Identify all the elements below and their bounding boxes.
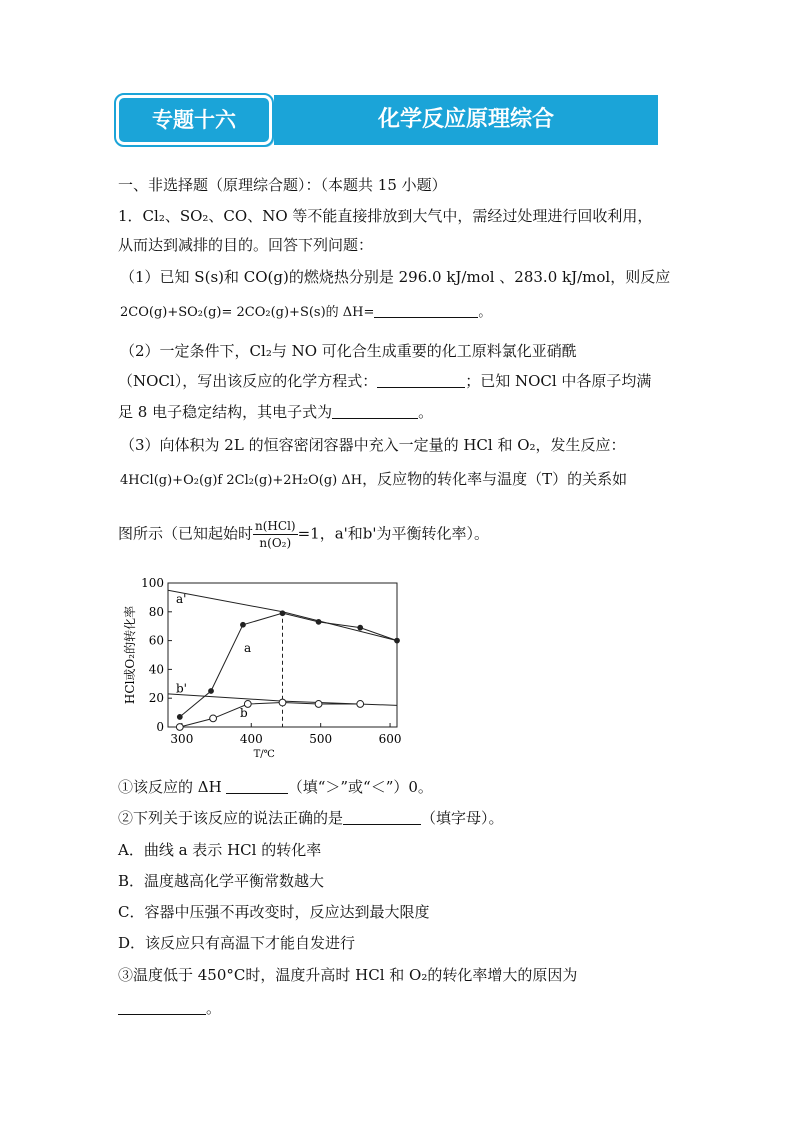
data-point bbox=[280, 611, 285, 616]
subquestion-3: ③温度低于 450°C时，温度升高时 HCl 和 O₂的转化率增大的原因为 bbox=[118, 966, 578, 984]
y-tick-label: 40 bbox=[148, 662, 164, 677]
ratio-fraction: $\frac{\text{n(HCl)}}{\text{n(O₂)}}$ bbox=[255, 519, 296, 550]
data-point bbox=[209, 689, 214, 694]
y-tick-label: 60 bbox=[148, 633, 164, 648]
answer-blank[interactable] bbox=[118, 1000, 206, 1015]
option-c: C．容器中压强不再改变时，反应达到最大限度 bbox=[118, 903, 430, 921]
question-intro-line1: 1．Cl₂、SO₂、CO、NO 等不能直接排放到大气中，需经过处理进行回收利用， bbox=[118, 207, 653, 225]
subquestion-1: ①该反应的 ΔH （填“＞”或“＜”）0。 bbox=[118, 778, 433, 796]
x-tick-label: 400 bbox=[239, 732, 263, 746]
subquestion-2: ②下列关于该反应的说法正确的是 （填字母）。 bbox=[118, 809, 504, 827]
y-axis-label: HCl或O₂的转化率 bbox=[123, 605, 137, 705]
y-tick-label: 80 bbox=[148, 604, 164, 619]
part2-line3: 足 8 电子稳定结构，其电子式为 。 bbox=[118, 403, 434, 421]
option-d: D．该反应只有高温下才能自发进行 bbox=[118, 934, 356, 952]
conversion-temperature-chart bbox=[118, 566, 414, 760]
data-point bbox=[177, 715, 182, 720]
answer-blank[interactable] bbox=[226, 779, 288, 794]
data-point bbox=[315, 701, 322, 708]
answer-blank[interactable] bbox=[332, 404, 418, 419]
series-label: a' bbox=[176, 592, 187, 607]
answer-blank[interactable] bbox=[377, 373, 465, 388]
y-tick-label: 20 bbox=[148, 691, 164, 706]
data-point bbox=[210, 715, 217, 722]
subquestion-3-answer: 。 bbox=[118, 996, 221, 1020]
answer-blank[interactable] bbox=[374, 303, 478, 318]
option-b: B．温度越高化学平衡常数越大 bbox=[118, 872, 325, 890]
y-tick-label: 0 bbox=[156, 720, 164, 734]
x-tick-label: 300 bbox=[170, 732, 194, 746]
data-point bbox=[176, 724, 183, 731]
series-label: a bbox=[244, 641, 252, 656]
data-point bbox=[241, 622, 246, 627]
part1-equation: 2CO(g)+SO₂(g)= 2CO₂(g)+S(s)的 ΔH= bbox=[120, 305, 375, 320]
chapter-title: 化学反应原理综合 bbox=[274, 95, 658, 145]
part1-line1: （1）已知 S(s)和 CO(g)的燃烧热分别是 296.0 kJ/mol 、283.0 kJ/mol，则反应 bbox=[120, 268, 671, 286]
part3-line3: 图所示（已知起始时 $\frac{\text{n(HCl)}}{\text{n(O₂)}}$ =1，a'和b'为平衡转化率）。 bbox=[118, 519, 489, 550]
section-title: 一、非选择题（原理综合题）：（本题共 15 小题） bbox=[118, 176, 447, 194]
part1-equation-line: 2CO(g)+SO₂(g)= 2CO₂(g)+S(s)的 ΔH= 。 bbox=[120, 305, 492, 320]
series-label: b' bbox=[176, 681, 187, 696]
series-line bbox=[180, 703, 360, 728]
chapter-banner bbox=[116, 95, 658, 145]
data-point bbox=[279, 699, 286, 706]
data-point bbox=[395, 638, 400, 643]
answer-blank[interactable] bbox=[343, 810, 421, 825]
part2-line2: （NOCl），写出该反应的化学方程式： ；已知 NOCl 中各原子均满 bbox=[118, 372, 652, 390]
part2-line1: （2）一定条件下，Cl₂与 NO 可化合生成重要的化工原料氯化亚硝酰 bbox=[120, 342, 577, 360]
part3-line1: （3）向体积为 2L 的恒容密闭容器中充入一定量的 HCl 和 O₂，发生反应： bbox=[120, 436, 626, 454]
data-point bbox=[316, 619, 321, 624]
y-tick-label: 100 bbox=[141, 576, 164, 590]
question-intro-line2: 从而达到减排的目的。回答下列问题： bbox=[118, 236, 374, 254]
x-tick-label: 600 bbox=[378, 732, 402, 746]
part3-equation: 4HCl(g)+O₂(g)f 2Cl₂(g)+2H₂O(g) ΔH bbox=[120, 473, 363, 488]
data-point bbox=[358, 625, 363, 630]
x-axis-label: T/℃ bbox=[253, 749, 275, 760]
option-a: A．曲线 a 表示 HCl 的转化率 bbox=[118, 841, 322, 859]
chapter-badge: 专题十六 bbox=[116, 95, 272, 145]
series-label: b bbox=[240, 705, 248, 720]
part3-equation-line: 4HCl(g)+O₂(g)f 2Cl₂(g)+2H₂O(g) ΔH，反应物的转化率与温度（T）的关系如 bbox=[120, 470, 628, 488]
data-point bbox=[357, 701, 364, 708]
x-tick-label: 500 bbox=[309, 732, 333, 746]
